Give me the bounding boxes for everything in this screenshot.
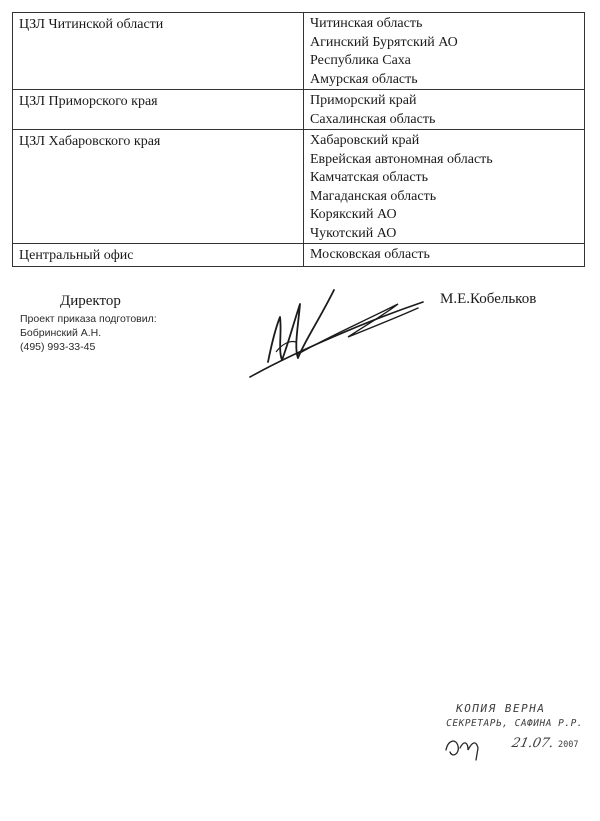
prepared-by-phone: (495) 993-33-45 <box>20 341 96 353</box>
region-item: Московская область <box>310 247 430 262</box>
center-cell: ЦЗЛ Читинской области <box>13 13 304 90</box>
region-table <box>12 12 585 267</box>
stamp-signature <box>442 730 512 762</box>
region-item: Читинская область <box>310 16 423 31</box>
region-item: Республика Саха <box>310 53 411 68</box>
prepared-by-name: Бобринский А.Н. <box>20 327 102 339</box>
prepared-by-label: Проект приказа подготовил: <box>20 313 157 325</box>
region-item: Камчатская область <box>310 170 429 185</box>
stamp-year: 2007 <box>558 740 579 750</box>
region-item: Сахалинская область <box>310 111 436 127</box>
region-item: Чукотский АО <box>310 225 397 241</box>
region-item: Магаданская область <box>310 188 437 204</box>
director-title: Директор <box>60 293 121 309</box>
region-item: Приморский край <box>310 93 417 108</box>
handwritten-signature <box>238 282 438 382</box>
regions-cell <box>304 244 585 267</box>
region-item: Корякский АО <box>310 207 397 222</box>
center-cell: Центральный офис <box>13 244 304 267</box>
region-item: Агинский Бурятский АО <box>310 34 458 50</box>
table-row <box>13 90 585 130</box>
regions-cell <box>304 130 585 244</box>
region-item: Хабаровский край <box>310 133 420 148</box>
center-cell: ЦЗЛ Хабаровского края <box>13 130 304 244</box>
stamp-date: 21.07. <box>510 736 555 751</box>
region-item: Еврейская автономная область <box>310 151 493 167</box>
signer-name: М.Е.Кобельков <box>440 291 537 307</box>
certified-copy-stamp <box>438 700 584 770</box>
stamp-title: КОПИЯ ВЕРНА <box>454 702 547 715</box>
regions-cell <box>304 90 585 130</box>
table-row <box>13 130 585 244</box>
region-item: Амурская область <box>310 71 418 87</box>
regions-cell <box>304 13 585 90</box>
prepared-by-block <box>20 312 157 354</box>
center-cell: ЦЗЛ Приморского края <box>13 90 304 130</box>
stamp-secretary: СЕКРЕТАРЬ, САФИНА Р.Р. <box>445 718 584 729</box>
table-row <box>13 244 585 267</box>
table-row <box>13 13 585 90</box>
